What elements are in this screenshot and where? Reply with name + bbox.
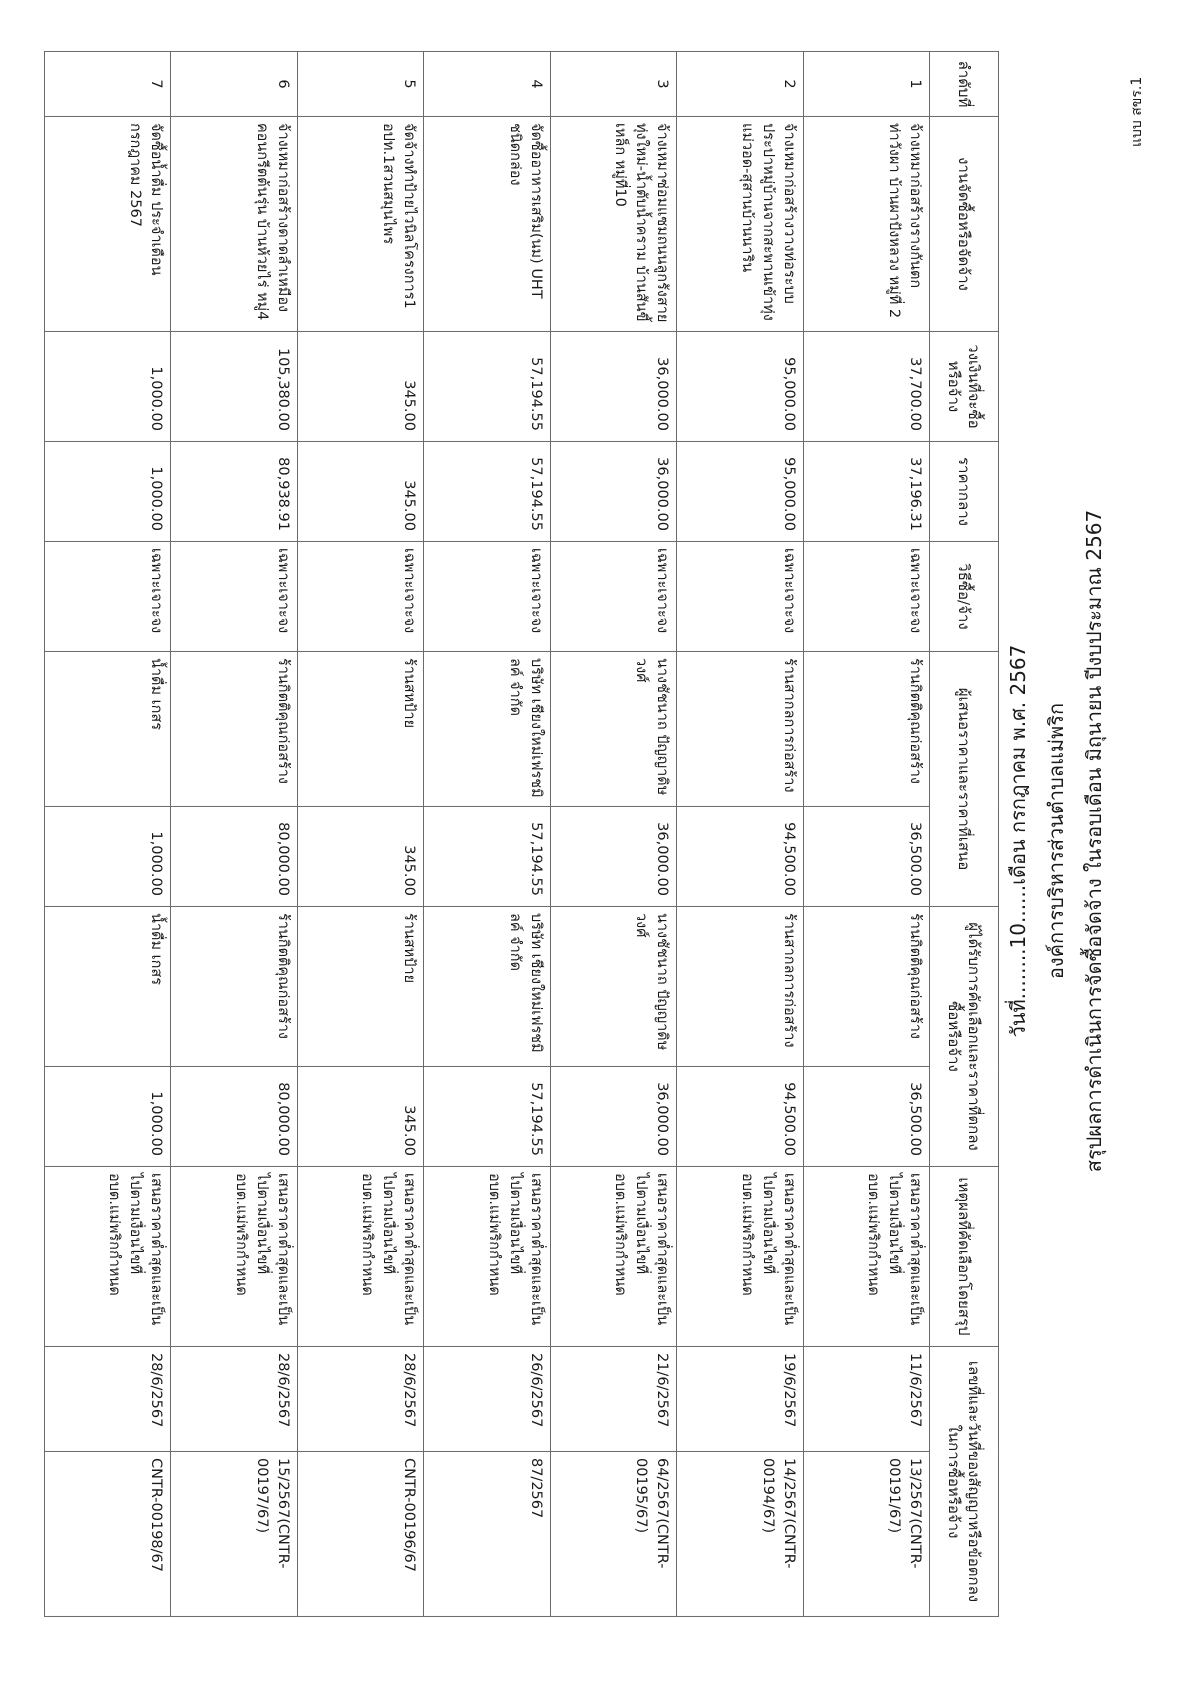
table-row [424,51,550,1616]
header-median: ราคากลาง [930,441,999,541]
cell-contract-no: 64/2567(CNTR-00195/67) [550,1451,676,1616]
cell-reason: เสนอราคาต่ำสุดและเป็นไปตามเงื่อนไขที่ อบต.แม่พริกกำหนด [424,1166,550,1346]
table-row [45,51,171,1616]
cell-contract-date: 21/6/2567 [550,1346,676,1451]
cell-bidder-price: 345.00 [297,806,423,906]
table-row [803,51,929,1616]
cell-median: 57,194.55 [424,441,550,541]
cell-budget: 345.00 [297,331,423,441]
cell-winner-name: นางชัชนาถ ปัญญาดิษวงศ์ [550,906,676,1066]
cell-median: 95,000.00 [677,441,803,541]
cell-winner-price: 1,000.00 [45,1066,171,1166]
cell-item: จ้างเหมาก่อสร้างดาดลำเหมืองคอนกรีตต้นรุ่น บ้านห้วยไร่ หมู่4 [171,116,297,331]
cell-method: เฉพาะเจาะจง [297,541,423,651]
cell-item: จ้างเหมาซ่อมแซมถนนลูกรังสายทุ่งใหม่-น้ำตับน้ำคราม บ้านสันขี้เหล็ก หมู่ที่10 [550,116,676,331]
cell-reason: เสนอราคาต่ำสุดและเป็นไปตามเงื่อนไขที่ อบต.แม่พริกกำหนด [297,1166,423,1346]
cell-median: 36,000.00 [550,441,676,541]
cell-bidder-price: 1,000.00 [45,806,171,906]
cell-bidder-name: ร้านกิตติคุณก่อสร้าง [171,651,297,806]
cell-contract-date: 28/6/2567 [297,1346,423,1451]
cell-bidder-price: 94,500.00 [677,806,803,906]
cell-reason: เสนอราคาต่ำสุดและเป็นไปตามเงื่อนไขที่ อบต.แม่พริกกำหนด [45,1166,171,1346]
cell-winner-name: น้ำดื่ม เกสร [45,906,171,1066]
cell-no: 4 [424,51,550,116]
header-contract: เลขที่และวันที่ของสัญญาหรือข้อตกลงในการซื้อหรือจ้าง [930,1346,999,1616]
cell-budget: 1,000.00 [45,331,171,441]
table-header-row [930,51,999,1616]
cell-bidder-name: น้ำดื่ม เกสร [45,651,171,806]
cell-bidder-price: 57,194.55 [424,806,550,906]
cell-budget: 37,700.00 [803,331,929,441]
cell-winner-name: บริษัท เชียงใหม่เฟรชมิลค์ จำกัด [424,906,550,1066]
cell-winner-price: 345.00 [297,1066,423,1166]
cell-reason: เสนอราคาต่ำสุดและเป็นไปตามเงื่อนไขที่ อบต.แม่พริกกำหนด [171,1166,297,1346]
table-row [297,51,423,1616]
cell-bidder-price: 36,000.00 [550,806,676,906]
table-row [171,51,297,1616]
cell-bidder-price: 80,000.00 [171,806,297,906]
header-item: งานจัดซื้อหรือจัดจ้าง [930,116,999,331]
header-bidders: ผู้เสนอราคาและราคาที่เสนอ [930,651,999,906]
cell-winner-price: 94,500.00 [677,1066,803,1166]
cell-method: เฉพาะเจาะจง [803,541,929,651]
cell-no: 6 [171,51,297,116]
cell-contract-date: 26/6/2567 [424,1346,550,1451]
cell-contract-no: 14/2567(CNTR-00194/67) [677,1451,803,1616]
cell-median: 37,196.31 [803,441,929,541]
cell-bidder-name: บริษัท เชียงใหม่เฟรชมิลค์ จำกัด [424,651,550,806]
cell-no: 1 [803,51,929,116]
header-budget: วงเงินที่จะซื้อหรือจ้าง [930,331,999,441]
cell-bidder-price: 36,500.00 [803,806,929,906]
cell-contract-no: 15/2567(CNTR-00197/67) [171,1451,297,1616]
cell-winner-name: ร้านกิตติคุณก่อสร้าง [803,906,929,1066]
cell-item: จัดซื้อน้ำดื่ม ประจำเดือนกรกฎาคม 2567 [45,116,171,331]
cell-contract-no: CNTR-00196/67 [297,1451,423,1616]
cell-item: จ้างเหมาก่อสร้างรางกันตกท่าวังผา บ้านผาปังหลวง หมู่ที่ 2 [803,116,929,331]
cell-method: เฉพาะเจาะจง [424,541,550,651]
cell-winner-price: 36,000.00 [550,1066,676,1166]
header-no: ลำดับที่ [930,51,999,116]
table-row [677,51,803,1616]
cell-method: เฉพาะเจาะจง [550,541,676,651]
cell-reason: เสนอราคาต่ำสุดและเป็นไปตามเงื่อนไขที่ อบต.แม่พริกกำหนด [803,1166,929,1346]
procurement-table [44,51,999,1617]
cell-method: เฉพาะเจาะจง [45,541,171,651]
cell-item: จัดจ้างทำป้ายไวนิลโครงการ1 อปท.1สวนสมุนไพร [297,116,423,331]
cell-contract-no: 87/2567 [424,1451,550,1616]
cell-winner-price: 80,000.00 [171,1066,297,1166]
cell-winner-name: ร้านสหป้าย [297,906,423,1066]
cell-item: จ้างเหมาก่อสร้างวางท่อระบบประปาหมู่บ้านจากสะพานเข้าทุ่งแม่วอด-สุสานบ้านนาริน [677,116,803,331]
header-method: วิธีซื้อ/จ้าง [930,541,999,651]
cell-winner-price: 36,500.00 [803,1066,929,1166]
cell-no: 7 [45,51,171,116]
cell-budget: 36,000.00 [550,331,676,441]
date-line: วันที่........10......เดือน กรกฎาคม พ.ศ. 2567 [1006,644,1030,1038]
cell-no: 3 [550,51,676,116]
header-winner: ผู้ได้รับการคัดเลือกและราคาที่ตกลงซื้อหรือจ้าง [930,906,999,1166]
cell-bidder-name: ร้านสากลการก่อสร้าง [677,651,803,806]
cell-item: จัดซื้ออาหารเสริม(นม) UHT ชนิดกล่อง [424,116,550,331]
cell-budget: 57,194.55 [424,331,550,441]
cell-method: เฉพาะเจาะจง [171,541,297,651]
cell-method: เฉพาะเจาะจง [677,541,803,651]
cell-contract-no: 13/2567(CNTR-00191/67) [803,1451,929,1616]
cell-bidder-name: นางชัชนาถ ปัญญาดิษวงศ์ [550,651,676,806]
cell-budget: 105,380.00 [171,331,297,441]
cell-contract-date: 11/6/2567 [803,1346,929,1451]
cell-no: 5 [297,51,423,116]
cell-median: 1,000.00 [45,441,171,541]
cell-reason: เสนอราคาต่ำสุดและเป็นไปตามเงื่อนไขที่ อบต.แม่พริกกำหนด [677,1166,803,1346]
cell-contract-no: CNTR-00198/67 [45,1451,171,1616]
cell-contract-date: 19/6/2567 [677,1346,803,1451]
cell-winner-name: ร้านกิตติคุณก่อสร้าง [171,906,297,1066]
cell-winner-name: ร้านสากลการก่อสร้าง [677,906,803,1066]
header-reason: เหตุผลที่คัดเลือกโดยสรุป [930,1166,999,1346]
form-code: แบบ สขร.1 [1129,76,1145,147]
cell-winner-price: 57,194.55 [424,1066,550,1166]
cell-contract-date: 28/6/2567 [171,1346,297,1451]
cell-contract-date: 28/6/2567 [45,1346,171,1451]
cell-reason: เสนอราคาต่ำสุดและเป็นไปตามเงื่อนไขที่ อบต.แม่พริกกำหนด [550,1166,676,1346]
cell-budget: 95,000.00 [677,331,803,441]
cell-bidder-name: ร้านกิตติคุณก่อสร้าง [803,651,929,806]
document-title: สรุปผลการดำเนินการจัดซื้อจัดจ้าง ในรอบเดือน มิถุนายน ปีงบประมาณ 2567 [1082,509,1106,1173]
table-row [550,51,676,1616]
cell-median: 80,938.91 [171,441,297,541]
agency-name: องค์การบริหารส่วนตำบลแม่พริก [1044,702,1068,980]
cell-bidder-name: ร้านสหป้าย [297,651,423,806]
cell-no: 2 [677,51,803,116]
cell-median: 345.00 [297,441,423,541]
